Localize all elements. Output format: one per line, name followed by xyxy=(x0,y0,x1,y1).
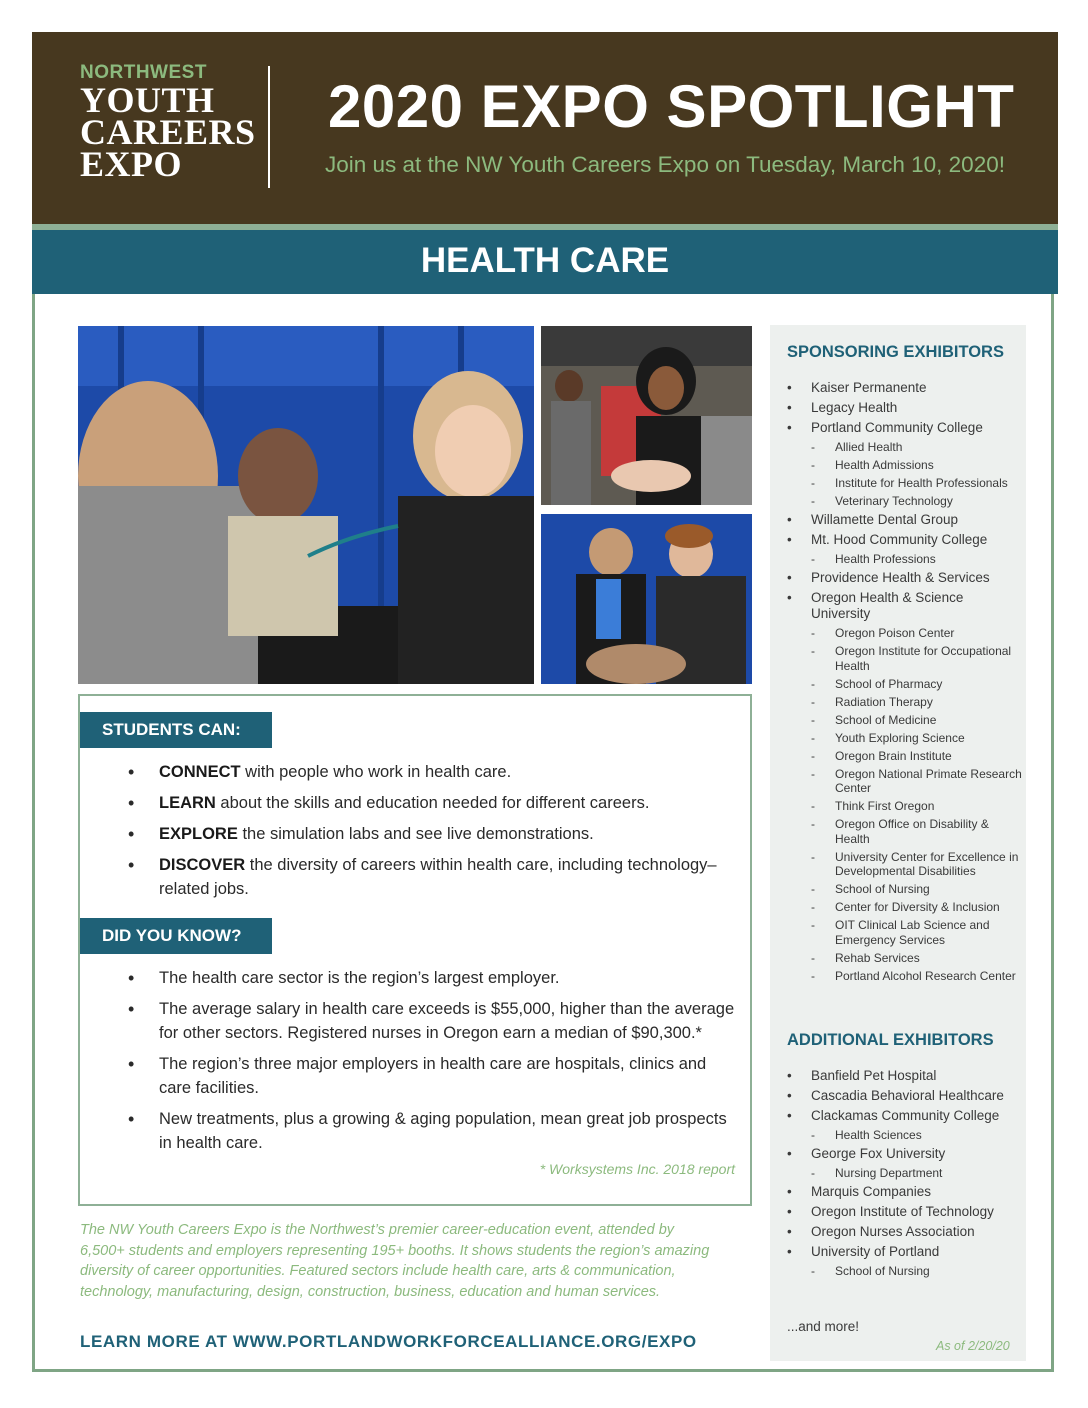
list-item-keyword: LEARN xyxy=(159,794,216,812)
list-item xyxy=(128,760,728,784)
exhibitor-subitem: - Veterinary Technology xyxy=(787,494,1023,509)
list-item-keyword: EXPLORE xyxy=(159,825,238,843)
list-item-text: the simulation labs and see live demonstrations. xyxy=(237,825,594,843)
exhibitor-subitem: - Oregon Office on Disability & Health xyxy=(787,817,1023,846)
list-item-text: with people who work in health care. xyxy=(240,763,512,781)
additional-exhibitors-heading: ADDITIONAL EXHIBITORS xyxy=(787,1031,994,1049)
logo-line-1: NORTHWEST xyxy=(80,62,207,83)
exhibitor-subitem: - School of Medicine xyxy=(787,713,1023,728)
exhibitor-subitem: - Rehab Services xyxy=(787,951,1023,966)
exhibitor-item: • Providence Health & Services xyxy=(787,570,1023,586)
exhibitor-subitem: - Oregon Poison Center xyxy=(787,626,1023,641)
exhibitor-subitem: - Health Professions xyxy=(787,552,1023,567)
list-item: • The health care sector is the region’s largest employer. xyxy=(128,966,736,990)
exhibitor-subitem: - Nursing Department xyxy=(787,1166,1023,1181)
exhibitor-item: • Willamette Dental Group xyxy=(787,512,1023,528)
sector-banner xyxy=(32,230,1058,294)
exhibitor-subitem: - Oregon Brain Institute xyxy=(787,749,1023,764)
list-item-keyword: DISCOVER xyxy=(159,856,246,874)
did-you-know-heading: DID YOU KNOW? xyxy=(80,918,272,954)
exhibitor-subitem: - Portland Alcohol Research Center xyxy=(787,969,1023,984)
exhibitor-subitem: - University Center for Excellence in Developmental Disabilities xyxy=(787,850,1023,879)
expo-description: The NW Youth Careers Expo is the Northwest’s premier career-education event, attended by 6,500+ students and employers representing 195+ booths. It shows students the region’s amazing diversity of career opportunities. Featured sectors include health care, arts & communication, technology, manufacturing, design, construction, business, education and human services. xyxy=(80,1222,710,1300)
exhibitor-item: • Mt. Hood Community College xyxy=(787,532,1023,548)
photo-infant-simulation xyxy=(541,326,752,505)
exhibitor-item: • Clackamas Community College xyxy=(787,1108,1023,1124)
exhibitor-subitem: - Allied Health xyxy=(787,440,1023,455)
list-item-text: the diversity of careers within health care, including technology–related jobs. xyxy=(159,856,717,898)
exhibitor-item: • University of Portland xyxy=(787,1244,1023,1260)
exhibitor-subitem: - Health Sciences xyxy=(787,1128,1023,1143)
exhibitor-item: • Oregon Health & Science University xyxy=(787,590,1023,622)
sector-title: HEALTH CARE xyxy=(420,241,670,280)
exhibitor-subitem: - OIT Clinical Lab Science and Emergency Services xyxy=(787,918,1023,947)
as-of-date: As of 2/20/20 xyxy=(936,1339,1010,1353)
logo-line-4: EXPO xyxy=(80,144,183,184)
exhibitor-subitem: - School of Nursing xyxy=(787,1264,1023,1279)
list-item: • The region’s three major employers in health care are hospitals, clinics and care facilities. xyxy=(128,1052,736,1100)
exhibitor-item: • Marquis Companies xyxy=(787,1184,1023,1200)
learn-more-link[interactable]: LEARN MORE AT WWW.PORTLANDWORKFORCEALLIANCE.ORG/EXPO xyxy=(80,1332,697,1351)
exhibitor-item: • Oregon Nurses Association xyxy=(787,1224,1023,1240)
exhibitor-subitem: - School of Nursing xyxy=(787,882,1023,897)
sponsoring-exhibitors-list xyxy=(787,380,1023,987)
list-item-keyword: CONNECT xyxy=(159,763,241,781)
list-item-text: about the skills and education needed for different careers. xyxy=(215,794,650,812)
exhibitor-item: • Kaiser Permanente xyxy=(787,380,1023,396)
footnote: * Worksystems Inc. 2018 report xyxy=(539,1161,735,1177)
exhibitor-item: • Cascadia Behavioral Healthcare xyxy=(787,1088,1023,1104)
exhibitor-subitem: - Radiation Therapy xyxy=(787,695,1023,710)
exhibitor-subitem: - Institute for Health Professionals xyxy=(787,476,1023,491)
students-can-heading: STUDENTS CAN: xyxy=(80,712,272,748)
exhibitor-subitem: - School of Pharmacy xyxy=(787,677,1023,692)
exhibitor-subitem: - Health Admissions xyxy=(787,458,1023,473)
exhibitor-subitem: - Think First Oregon xyxy=(787,799,1023,814)
list-item xyxy=(128,822,728,846)
list-item xyxy=(128,853,728,901)
exhibitor-item: • Portland Community College xyxy=(787,420,1023,436)
exhibitor-subitem: - Oregon Institute for Occupational Health xyxy=(787,644,1023,673)
list-item xyxy=(128,791,728,815)
additional-exhibitors-list xyxy=(787,1068,1023,1282)
exhibitor-subitem: - Oregon National Primate Research Center xyxy=(787,767,1023,796)
exhibitor-subitem: - Center for Diversity & Inclusion xyxy=(787,900,1023,915)
exhibitor-item: • George Fox University xyxy=(787,1146,1023,1162)
exhibitor-item: • Legacy Health xyxy=(787,400,1023,416)
list-item: • The average salary in health care exceeds is $55,000, higher than the average for other sectors. Registered nurses in Oregon earn a median of $90,300.* xyxy=(128,997,736,1045)
photo-mannequin-demo xyxy=(541,514,752,684)
photo-blood-pressure-demo xyxy=(78,326,534,684)
logo-divider xyxy=(268,66,270,188)
page-title: 2020 EXPO SPOTLIGHT xyxy=(328,73,1015,140)
did-you-know-list xyxy=(128,966,736,1155)
exhibitor-subitem: - Youth Exploring Science xyxy=(787,731,1023,746)
and-more-text: ...and more! xyxy=(787,1319,860,1334)
expo-logo xyxy=(80,62,256,184)
exhibitor-item: • Banfield Pet Hospital xyxy=(787,1068,1023,1084)
students-can-list xyxy=(128,760,728,901)
logo-line-3: CAREERS xyxy=(80,112,256,152)
page-subtitle: Join us at the NW Youth Careers Expo on Tuesday, March 10, 2020! xyxy=(325,152,1005,177)
exhibitor-item: • Oregon Institute of Technology xyxy=(787,1204,1023,1220)
sponsoring-exhibitors-heading: SPONSORING EXHIBITORS xyxy=(787,343,1004,361)
list-item: • New treatments, plus a growing & aging population, mean great job prospects in health care. xyxy=(128,1107,736,1155)
logo-line-2: YOUTH xyxy=(80,80,215,120)
